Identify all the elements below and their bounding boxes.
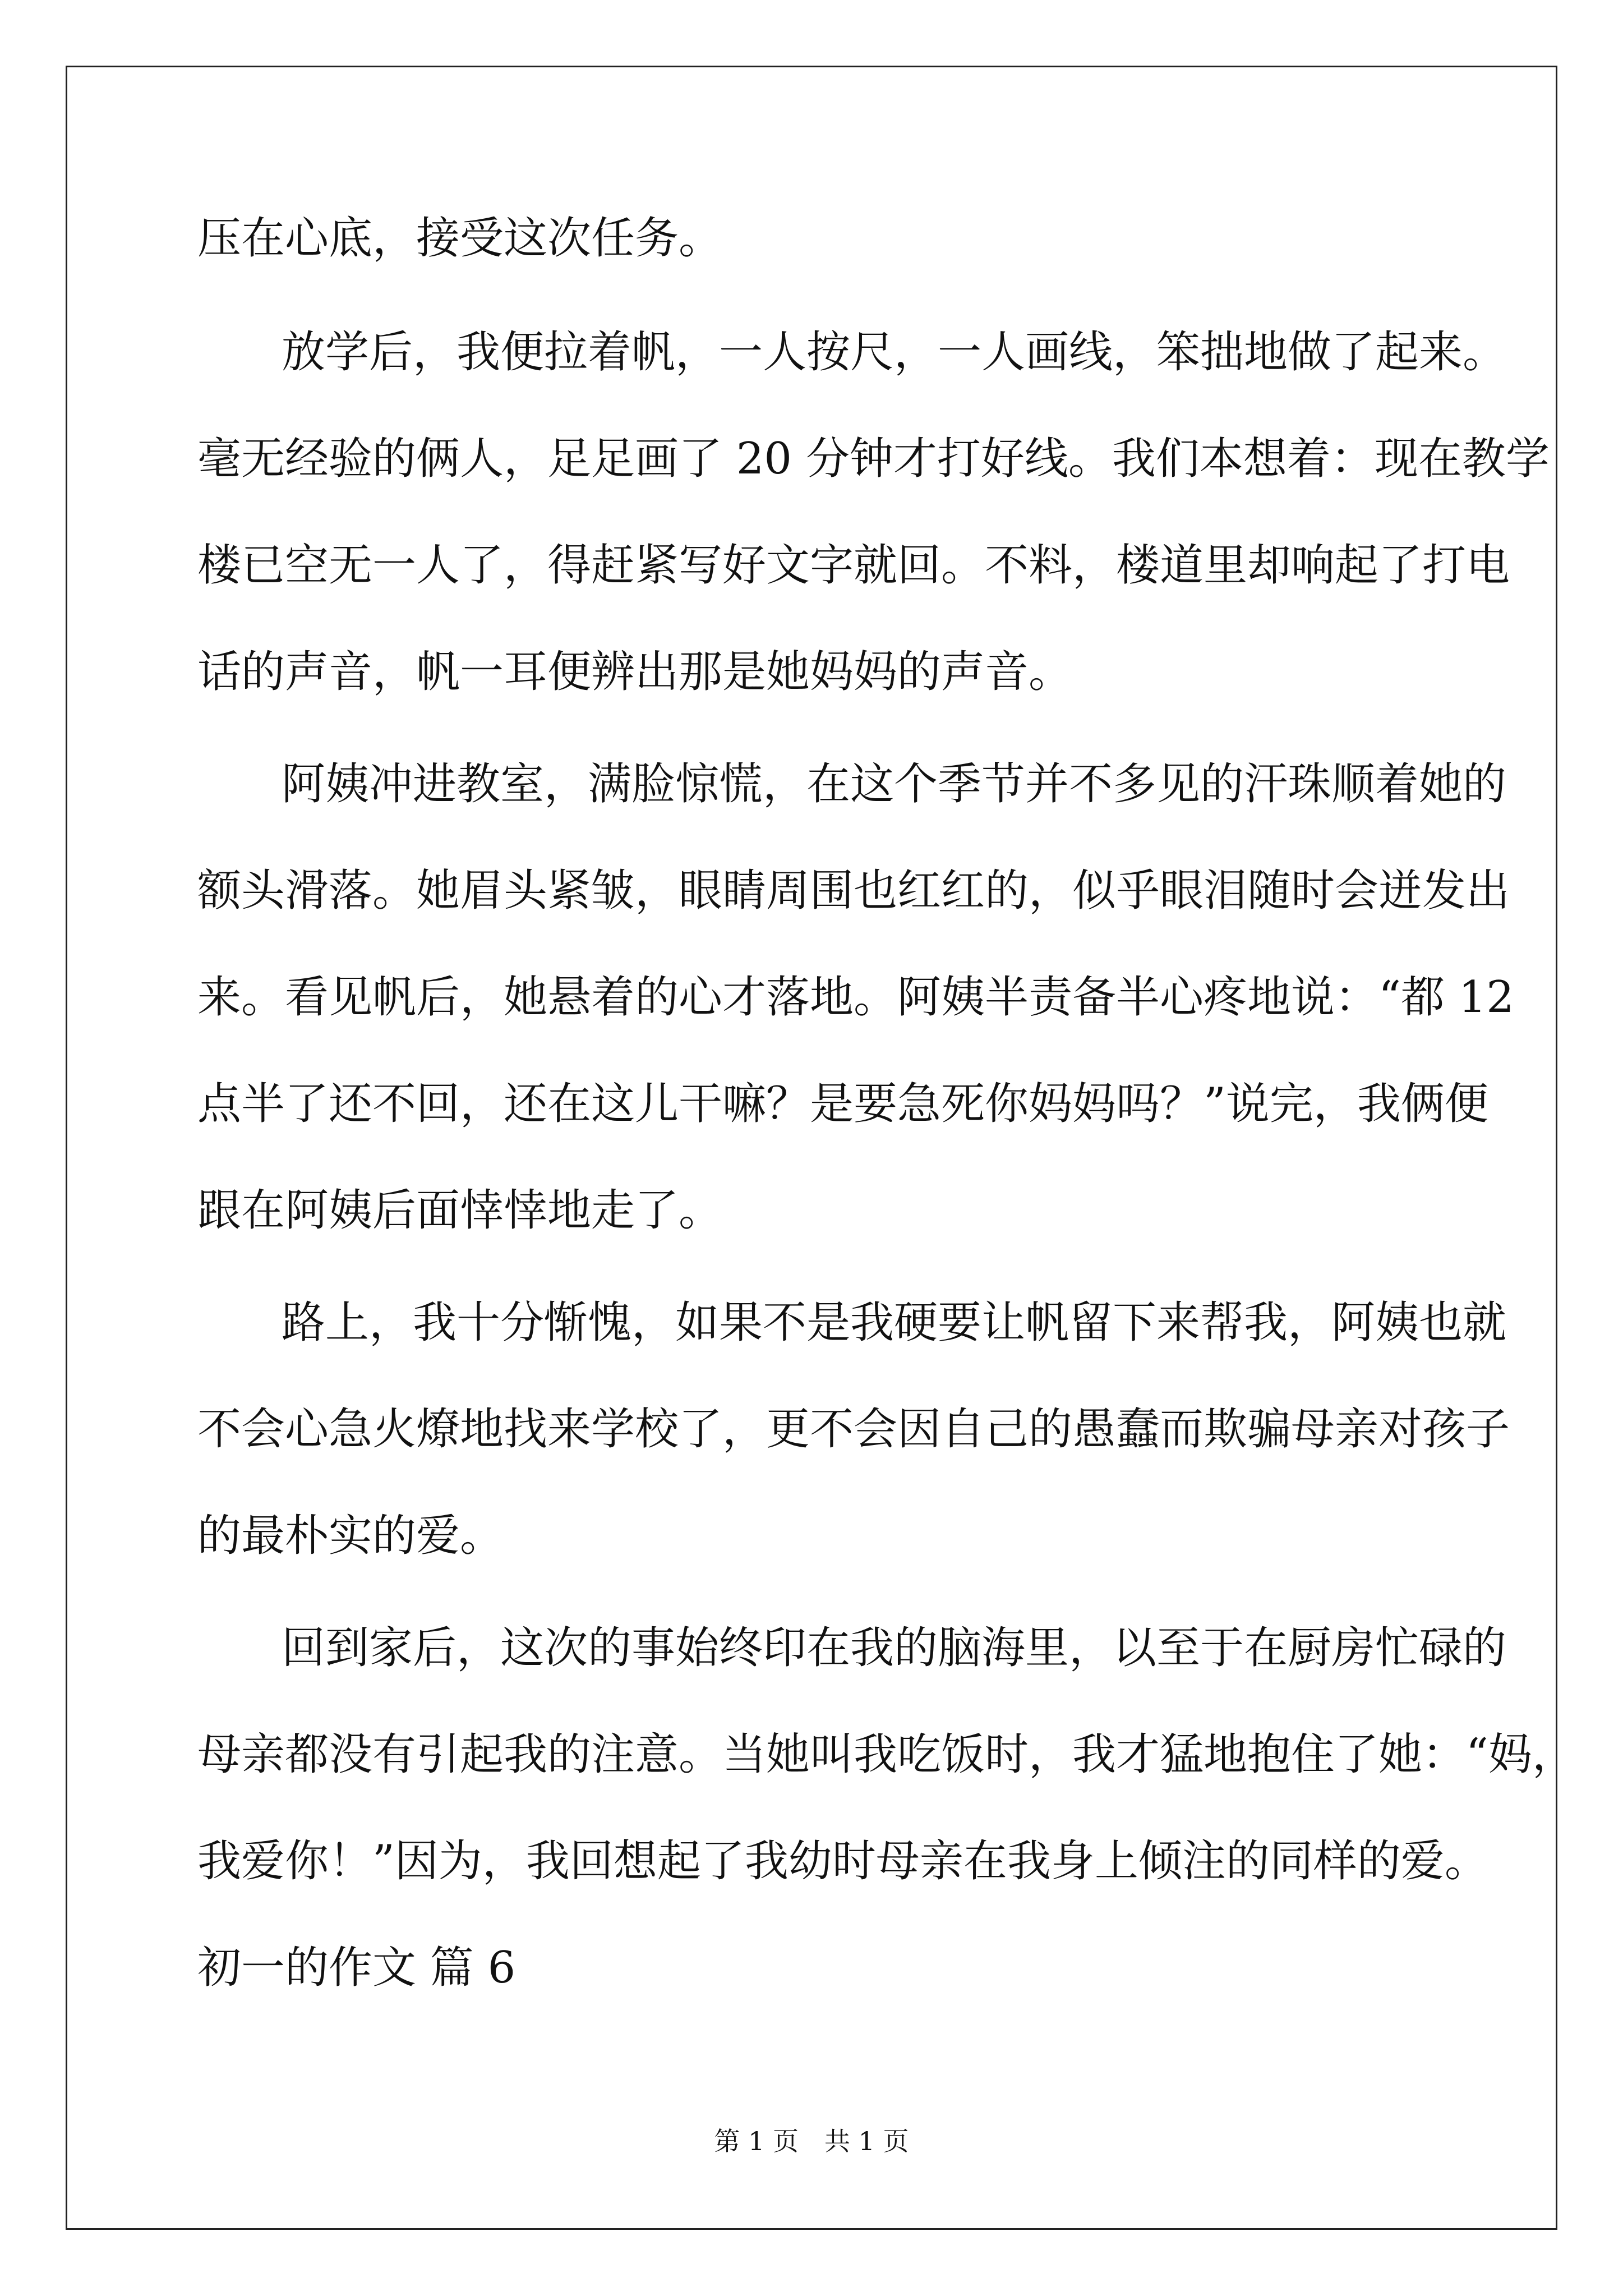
page-number-footer: 第 1 页 共 1 页 [714, 2126, 909, 2156]
text-line: 楼已空无一人了，得赶紧写好文字就回。不料，楼道里却响起了打电 [197, 540, 1510, 591]
paragraph-first-line: 路上，我十分惭愧，如果不是我硬要让帆留下来帮我，阿姨也就 [282, 1297, 1507, 1348]
page-border [66, 66, 1557, 2230]
text-line: 话的声音，帆一耳便辨出那是她妈妈的声音。 [197, 647, 1073, 697]
text-line: 跟在阿姨后面悻悻地走了。 [197, 1185, 723, 1236]
text-line: 毫无经验的俩人，足足画了 20 分钟才打好线。我们本想着：现在教学 [197, 434, 1550, 484]
text-line: 的最朴实的爱。 [197, 1511, 504, 1561]
section-heading: 初一的作文 篇 6 [197, 1943, 516, 1993]
text-line: 点半了还不回，还在这儿干嘛？是要急死你妈妈吗？”说完，我俩便 [197, 1079, 1488, 1129]
text-line: 我爱你！”因为，我回想起了我幼时母亲在我身上倾注的同样的爱。 [197, 1836, 1488, 1887]
paragraph-first-line: 回到家后，这次的事始终印在我的脑海里，以至于在厨房忙碌的 [282, 1623, 1507, 1673]
paragraph-first-line: 阿姨冲进教室，满脸惊慌，在这个季节并不多见的汗珠顺着她的 [282, 759, 1507, 809]
text-line: 不会心急火燎地找来学校了，更不会因自己的愚蠢而欺骗母亲对孩子 [197, 1404, 1510, 1455]
text-line: 额头滑落。她眉头紧皱，眼睛周围也红红的，似乎眼泪随时会迸发出 [197, 866, 1510, 916]
text-line: 来。看见帆后，她悬着的心才落地。阿姨半责备半心疼地说：“都 12 [197, 972, 1514, 1023]
text-line: 压在心底，接受这次任务。 [197, 213, 723, 264]
text-line: 母亲都没有引起我的注意。当她叫我吃饭时，我才猛地抱住了她：“妈， [197, 1729, 1576, 1780]
paragraph-first-line: 放学后，我便拉着帆，一人按尺，一人画线，笨拙地做了起来。 [282, 327, 1507, 378]
